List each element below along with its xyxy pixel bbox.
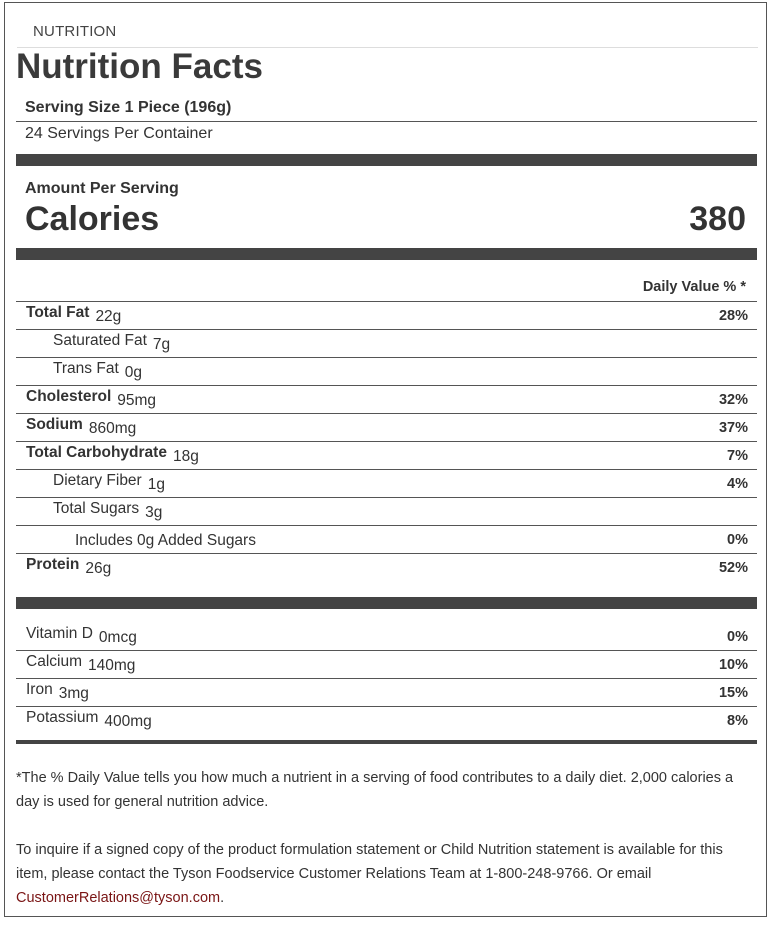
inquire-paragraph <box>16 838 751 910</box>
nutrient-amount: 95mg <box>117 392 157 409</box>
servings-per-container: 24 Servings Per Container <box>25 125 213 142</box>
nutrient-amount: 3g <box>145 504 163 521</box>
nutrient-amount: 22g <box>95 308 122 325</box>
vitamin-dv: 15% <box>718 685 748 701</box>
page-title: Nutrition Facts <box>16 47 263 86</box>
vitamin-row-vitamin-d <box>16 623 757 651</box>
nutrient-amount: 860mg <box>88 420 137 437</box>
nutrient-row-sodium <box>16 414 757 442</box>
nutrient-amount: 1g <box>147 476 165 493</box>
vitamin-dv: 10% <box>718 657 748 673</box>
vitamin-name: Iron <box>26 681 53 698</box>
vitamin-row-calcium <box>16 651 757 679</box>
nutrient-row-total-fat <box>16 302 757 330</box>
inquire-text: To inquire if a signed copy of the product formulation statement or Child Nutrition statement is available for this item, please contact the Tyson Foodservice Customer Relations Team at 1-800-248-9766. Or email <box>16 842 723 882</box>
nutrient-amount: 7g <box>152 336 171 353</box>
nutrient-dv: 7% <box>727 448 748 464</box>
nutrient-name: Total Sugars <box>53 500 140 517</box>
nutrient-name: Sodium <box>26 416 83 433</box>
nutrient-row-dietary-fiber <box>16 470 757 498</box>
section-label: NUTRITION <box>33 23 117 40</box>
thick-divider <box>16 154 757 166</box>
calories-value: 380 <box>689 200 746 238</box>
nutrient-row-protein <box>16 554 757 582</box>
vitamin-name: Calcium <box>26 653 82 670</box>
nutrient-amount: 18g <box>172 448 199 465</box>
nutrient-name: Includes 0g Added Sugars <box>75 532 256 549</box>
vitamin-amount: 400mg <box>104 713 152 730</box>
nutrition-panel <box>4 2 767 917</box>
amount-per-serving-label: Amount Per Serving <box>25 180 179 197</box>
daily-value-footnote: *The % Daily Value tells you how much a nutrient in a serving of food contributes to a daily diet. 2,000 calories a day is used for general nutrition advice. <box>16 770 734 810</box>
nutrient-name: Cholesterol <box>26 388 112 405</box>
nutrient-dv: 32% <box>718 392 748 408</box>
vitamin-dv: 0% <box>727 629 748 645</box>
nutrient-dv: 52% <box>718 560 748 576</box>
vitamin-name: Potassium <box>26 709 99 726</box>
nutrient-name: Dietary Fiber <box>53 472 142 489</box>
nutrient-name: Total Carbohydrate <box>26 444 167 461</box>
nutrient-dv: 37% <box>718 420 748 436</box>
vitamin-amount: 3mg <box>58 685 89 702</box>
vitamin-amount: 0mcg <box>98 629 137 646</box>
vitamin-amount: 140mg <box>87 657 136 674</box>
vitamin-dv: 8% <box>727 713 748 729</box>
calories-label: Calories <box>25 200 160 238</box>
divider <box>16 121 757 122</box>
nutrient-row-cholesterol <box>16 386 757 414</box>
vitamin-row-potassium <box>16 707 757 735</box>
medium-divider <box>16 740 757 744</box>
nutrient-amount: 26g <box>85 560 112 577</box>
inquire-end: . <box>220 890 225 906</box>
nutrient-name: Protein <box>26 556 80 573</box>
nutrient-row-added-sugars <box>16 526 757 554</box>
vitamin-name: Vitamin D <box>26 625 93 642</box>
nutrient-name: Total Fat <box>26 304 90 321</box>
nutrient-row-trans-fat <box>16 358 757 386</box>
nutrient-row-total-sugars <box>16 498 757 526</box>
thick-divider <box>16 248 757 260</box>
nutrient-row-saturated-fat <box>16 330 757 358</box>
serving-size: Serving Size 1 Piece (196g) <box>25 99 232 116</box>
email-link[interactable]: CustomerRelations@tyson.com <box>16 890 221 906</box>
vitamin-row-iron <box>16 679 757 707</box>
daily-value-header: Daily Value % * <box>642 279 746 295</box>
nutrient-amount: 0g <box>124 364 142 381</box>
nutrient-name: Trans Fat <box>53 360 119 377</box>
nutrient-row-total-carbohydrate <box>16 442 757 470</box>
nutrient-dv: 28% <box>718 308 748 324</box>
thick-divider <box>16 597 757 609</box>
nutrient-name: Saturated Fat <box>53 332 147 349</box>
nutrient-dv: 0% <box>727 532 748 548</box>
nutrient-dv: 4% <box>727 476 748 492</box>
